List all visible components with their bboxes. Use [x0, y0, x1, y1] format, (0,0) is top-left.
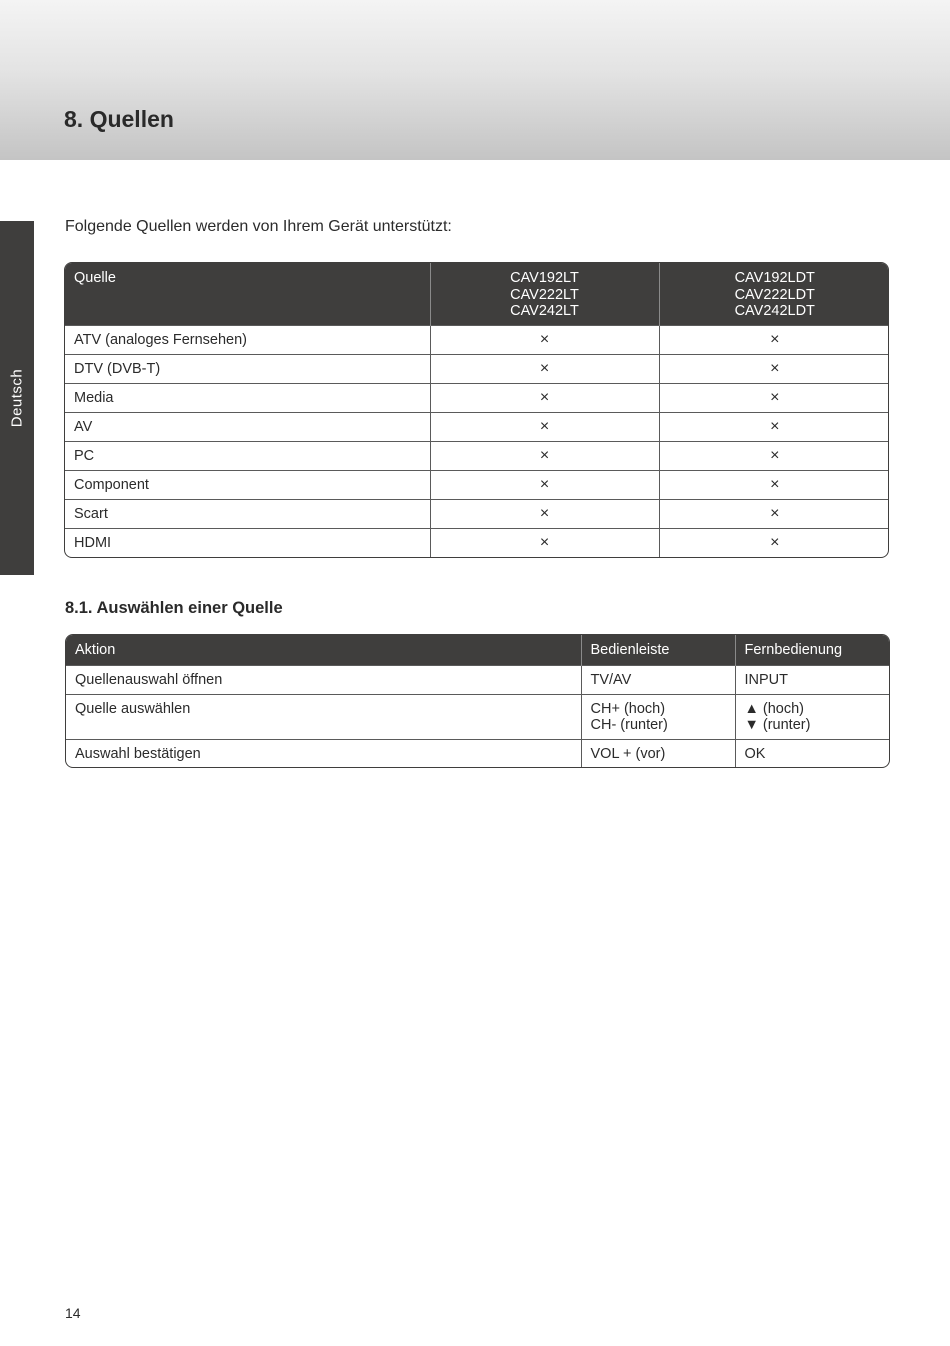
model-name: CAV192LT — [510, 270, 579, 286]
control-line: INPUT — [744, 672, 788, 688]
remote-control — [735, 694, 890, 739]
control-line: CH- (runter) — [590, 717, 668, 733]
header-panel: Bedienleiste — [581, 635, 735, 666]
source-name: Media — [65, 384, 430, 413]
action-name: Quellenauswahl öffnen — [66, 666, 581, 695]
selection-table-header — [66, 635, 890, 666]
table-row — [65, 529, 889, 558]
support-mark: × — [430, 384, 659, 413]
sources-table-header — [65, 263, 889, 326]
table-row — [65, 471, 889, 500]
header-action: Aktion — [66, 635, 581, 666]
table-row — [65, 442, 889, 471]
intro-text: Folgende Quellen werden von Ihrem Gerät unterstützt: — [65, 218, 452, 235]
panel-control — [581, 666, 735, 695]
control-line: ▼ (runter) — [744, 717, 811, 733]
support-mark: × — [430, 413, 659, 442]
page-title: 8. Quellen — [64, 106, 174, 132]
table-row — [66, 694, 890, 739]
model-name: CAV222LDT — [734, 286, 815, 303]
support-mark: × — [430, 442, 659, 471]
language-label: Deutsch — [8, 368, 26, 428]
source-selection-table — [65, 634, 890, 768]
table-row — [66, 739, 890, 767]
support-mark: × — [430, 471, 659, 500]
model-name: CAV242LT — [510, 303, 579, 319]
model-name: CAV192LDT — [734, 270, 815, 286]
support-mark: × — [659, 500, 889, 529]
support-mark: × — [659, 442, 889, 471]
remote-control — [735, 739, 890, 767]
support-mark: × — [659, 413, 889, 442]
control-line: TV/AV — [590, 672, 632, 688]
support-mark: × — [430, 326, 659, 355]
action-name: Quelle auswählen — [66, 694, 581, 739]
source-name: DTV (DVB-T) — [65, 355, 430, 384]
control-line: VOL + (vor) — [590, 745, 666, 762]
source-name: HDMI — [65, 529, 430, 558]
support-mark: × — [430, 500, 659, 529]
header-models-lt — [430, 263, 659, 326]
support-mark: × — [430, 529, 659, 558]
page-number: 14 — [65, 1305, 81, 1321]
table-row — [65, 500, 889, 529]
sources-table — [64, 262, 889, 558]
source-name: ATV (analoges Fernsehen) — [65, 326, 430, 355]
support-mark: × — [430, 355, 659, 384]
support-mark: × — [659, 384, 889, 413]
model-name: CAV222LT — [510, 286, 579, 303]
source-name: AV — [65, 413, 430, 442]
table-row — [65, 413, 889, 442]
panel-control — [581, 694, 735, 739]
header-models-ldt — [659, 263, 889, 326]
header-remote: Fernbedienung — [735, 635, 890, 666]
remote-control — [735, 666, 890, 695]
source-name: Scart — [65, 500, 430, 529]
table-row — [65, 384, 889, 413]
source-name: Component — [65, 471, 430, 500]
control-line: ▲ (hoch) — [744, 700, 804, 717]
control-line: CH+ (hoch) — [590, 700, 666, 717]
section-title: 8.1. Auswählen einer Quelle — [65, 599, 283, 617]
table-row — [66, 666, 890, 695]
support-mark: × — [659, 529, 889, 558]
support-mark: × — [659, 471, 889, 500]
panel-control — [581, 739, 735, 767]
model-name: CAV242LDT — [734, 303, 815, 319]
action-name: Auswahl bestätigen — [66, 739, 581, 767]
source-name: PC — [65, 442, 430, 471]
table-row — [65, 326, 889, 355]
header-source: Quelle — [65, 263, 430, 326]
support-mark: × — [659, 326, 889, 355]
table-row — [65, 355, 889, 384]
header-band — [0, 0, 950, 160]
support-mark: × — [659, 355, 889, 384]
control-line: OK — [744, 745, 766, 762]
